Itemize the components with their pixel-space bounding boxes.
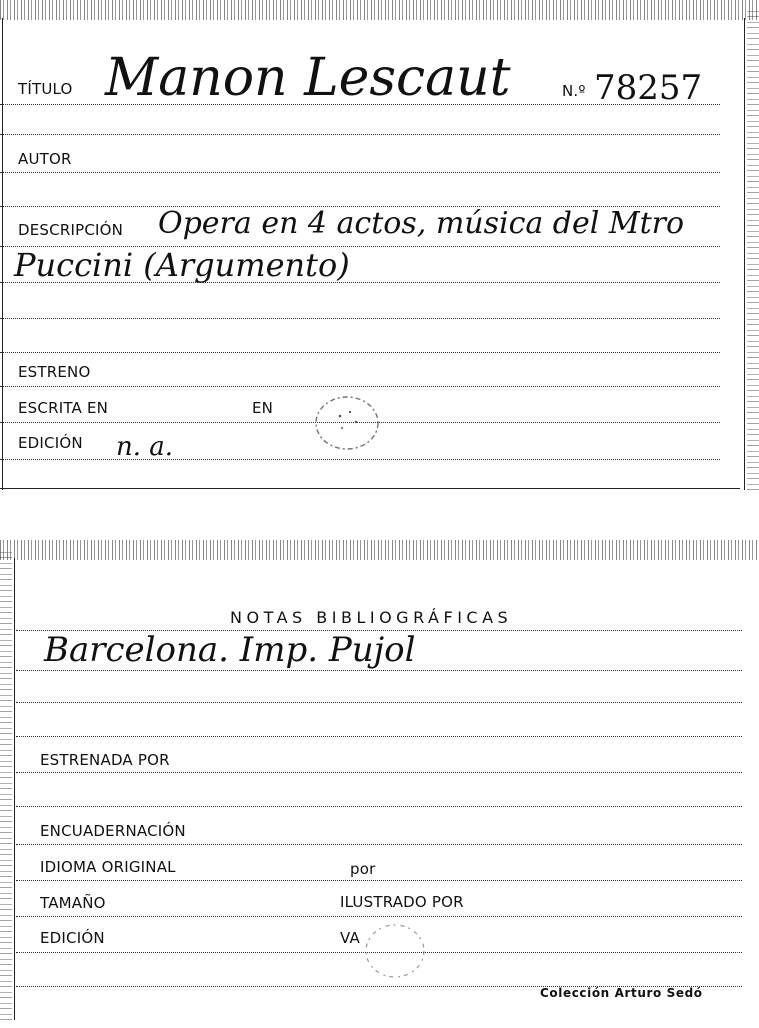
dotted-rule bbox=[0, 386, 720, 387]
ilustrado-por-label: ILUSTRADO POR bbox=[340, 893, 464, 911]
dotted-rule bbox=[0, 282, 720, 283]
estreno-label: ESTRENO bbox=[18, 363, 91, 381]
descripcion-label: DESCRIPCIÓN bbox=[18, 221, 124, 239]
front-card bbox=[0, 0, 759, 495]
descripcion-value-line1: Opera en 4 actos, música del Mtro bbox=[158, 206, 685, 241]
notas-heading: NOTAS BIBLIOGRÁFICAS bbox=[230, 608, 513, 627]
card-edge-speckle bbox=[0, 0, 759, 20]
dotted-rule bbox=[16, 880, 742, 881]
edicion-value: n. a. bbox=[116, 432, 174, 462]
dotted-rule bbox=[16, 916, 742, 917]
dotted-rule bbox=[16, 772, 742, 773]
edicion-label: EDICIÓN bbox=[18, 434, 83, 452]
idioma-original-label: IDIOMA ORIGINAL bbox=[40, 858, 176, 876]
dotted-rule bbox=[0, 459, 720, 460]
dotted-rule bbox=[0, 318, 720, 319]
descripcion-value-line2: Puccini (Argumento) bbox=[14, 246, 350, 284]
titulo-value: Manon Lescaut bbox=[105, 48, 511, 108]
autor-label: AUTOR bbox=[18, 150, 72, 168]
back-card bbox=[0, 540, 759, 1028]
dotted-rule bbox=[0, 172, 720, 173]
card-border-right bbox=[744, 18, 745, 490]
va-label: VA bbox=[340, 929, 360, 947]
dotted-rule bbox=[16, 844, 742, 845]
library-stamp bbox=[360, 920, 430, 982]
tamano-label: TAMAÑO bbox=[40, 894, 106, 912]
titulo-label: TÍTULO bbox=[18, 80, 73, 98]
card-border-left bbox=[14, 558, 15, 1020]
dotted-rule bbox=[16, 736, 742, 737]
encuadernacion-label: ENCUADERNACIÓN bbox=[40, 822, 186, 840]
library-stamp bbox=[312, 392, 382, 454]
numero-label: N.º bbox=[562, 82, 586, 100]
collection-footer: Colección Arturo Sedó bbox=[540, 986, 703, 1000]
dotted-rule bbox=[16, 670, 742, 671]
edicion-label: EDICIÓN bbox=[40, 929, 105, 947]
dotted-rule bbox=[0, 134, 720, 135]
notas-value-line1: Barcelona. Imp. Pujol bbox=[44, 630, 416, 670]
dotted-rule bbox=[0, 104, 720, 105]
numero-value: 78257 bbox=[594, 68, 703, 108]
card-edge-speckle bbox=[0, 550, 12, 1020]
card-border-left bbox=[2, 18, 3, 490]
dotted-rule bbox=[16, 806, 742, 807]
en-label: EN bbox=[252, 399, 274, 417]
card-edge-speckle bbox=[747, 10, 759, 490]
estrenada-por-label: ESTRENADA POR bbox=[40, 751, 170, 769]
escrita-en-label: ESCRITA EN bbox=[18, 399, 109, 417]
card-edge-speckle bbox=[0, 540, 759, 560]
dotted-rule bbox=[16, 702, 742, 703]
por-label: por bbox=[350, 860, 376, 878]
dotted-rule bbox=[0, 352, 720, 353]
card-bottom-edge bbox=[0, 488, 740, 489]
